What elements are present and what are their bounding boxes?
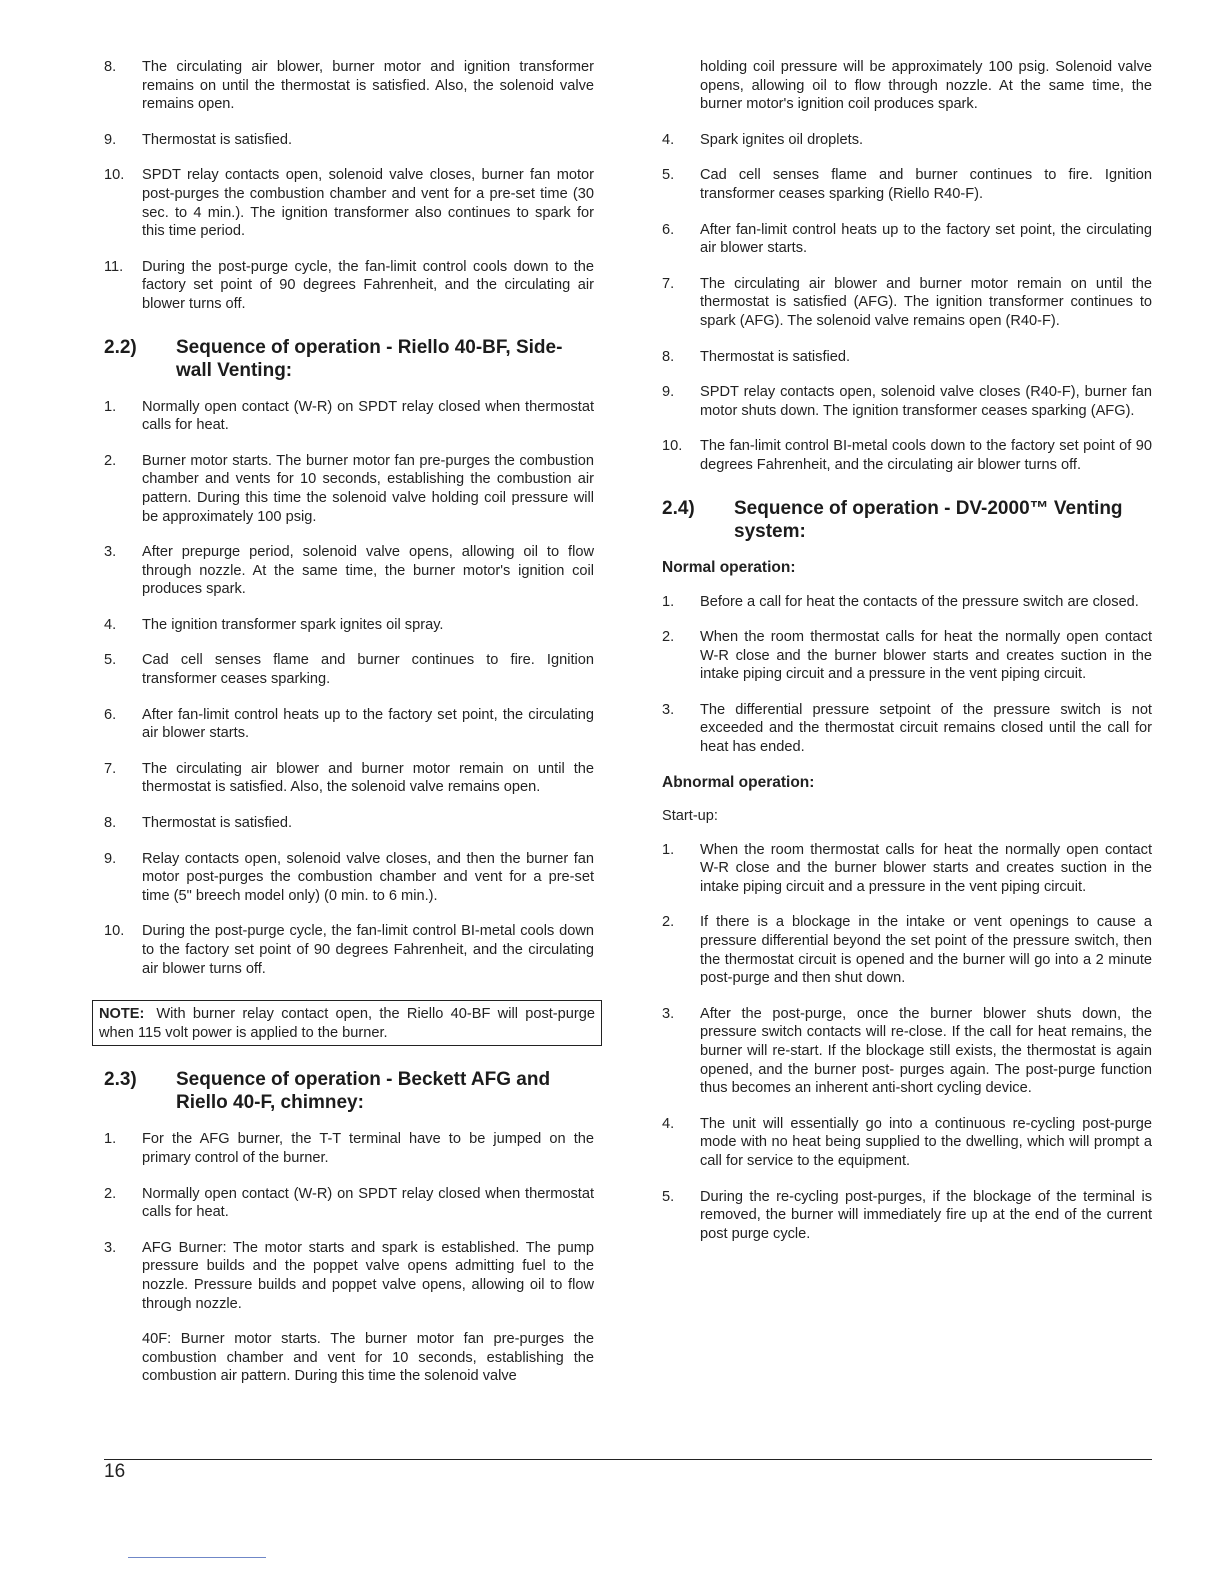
list-item-number: 4. (104, 616, 117, 633)
list-item-number: 5. (662, 1188, 675, 1205)
list-item (104, 166, 594, 240)
list-item (104, 1239, 594, 1313)
list-item (104, 1185, 594, 1222)
list-item (662, 131, 1152, 150)
list-item (104, 452, 594, 526)
list-item-text: Before a call for heat the contacts of the pressure switch are closed. (700, 593, 1139, 610)
list-item (662, 348, 1152, 367)
list-item (662, 437, 1152, 474)
list-item-text: For the AFG burner, the T-T terminal have to be jumped on the primary control of the burner. (142, 1131, 594, 1166)
list-item (104, 1130, 594, 1167)
note-label: NOTE: (99, 1006, 145, 1023)
list-item-text: When the room thermostat calls for heat the normally open contact W-R close and the burner blower starts and creates suction in the intake piping circuit and a pressure in the vent piping circuit. (700, 841, 1152, 895)
list-item-number: 1. (662, 841, 675, 858)
list-item-block (662, 593, 1152, 757)
list-item-text: SPDT relay contacts open, solenoid valve closes, burner fan motor post-purges the combustion chamber and vent for a pre-set time (30 sec. to 4 min.). The ignition transformer also continues to spark for this time period. (142, 167, 594, 240)
list-item (662, 275, 1152, 331)
list-item-text: Cad cell senses flame and burner continues to fire. Ignition transformer ceases sparking. (142, 652, 594, 688)
list-item-number: 2. (104, 452, 117, 469)
list-item-block (104, 58, 594, 314)
list-item-number: 3. (662, 701, 675, 718)
list-item-number: 4. (662, 1115, 675, 1132)
list-item-number: 10. (104, 167, 125, 184)
list-item-text: Spark ignites oil droplets. (700, 131, 864, 148)
list-item-number: 2. (104, 1185, 117, 1202)
note-box (92, 1000, 602, 1046)
list-item-number: 7. (104, 760, 117, 777)
list-item-text: Thermostat is satisfied. (142, 815, 293, 832)
startup-label: Start-up: (662, 807, 718, 824)
abnormal-operation-heading: Abnormal operation: (662, 773, 815, 791)
list-item-text: Thermostat is satisfied. (142, 131, 293, 148)
right-column (662, 58, 1152, 1260)
section-heading-2-4: 2.4) Sequence of operation - DV-2000™ Venting system: (662, 497, 1123, 542)
list-item (104, 760, 594, 797)
list-item-block (104, 1130, 594, 1313)
list-item (662, 1005, 1152, 1098)
list-item (104, 131, 594, 150)
list-item (104, 850, 594, 906)
note-text: With burner relay contact open, the Riello 40-BF will post-purge when 115 volt power is applied to the burner. (99, 1006, 595, 1041)
page-number: 16 (104, 1461, 126, 1482)
list-item (104, 616, 594, 635)
list-item-block (662, 841, 1152, 1244)
section-heading-2-3: 2.3) Sequence of operation - Beckett AFG and Riello 40-F, chimney: (104, 1069, 551, 1114)
list-item-text: After prepurge period, solenoid valve opens, allowing oil to flow through nozzle. At the same time, the burner motor's ignition coil produces spark. (142, 544, 594, 598)
list-item (662, 1188, 1152, 1244)
paragraph-continuation: 40F: Burner motor starts. The burner motor fan pre-purges the combustion chamber and vent for 10 seconds, establishing the combustion air pattern. During this time the solenoid valve (142, 1331, 594, 1385)
list-item-number: 8. (662, 348, 675, 365)
list-item-number: 8. (104, 815, 117, 832)
left-column (99, 58, 595, 1403)
list-item-number: 8. (104, 59, 117, 75)
paragraph-continuation: holding coil pressure will be approximately 100 psig. Solenoid valve opens, allowing oil to flow through nozzle. At the same time, the burner motor's ignition coil produces spark. (700, 59, 1152, 113)
list-item-number: 3. (104, 1239, 117, 1256)
list-item-text: The differential pressure setpoint of the pressure switch is not exceeded and the thermostat circuit remains closed until the call for heat has ended. (700, 701, 1152, 756)
list-item (662, 593, 1152, 612)
list-item-number: 9. (104, 850, 117, 867)
list-item-number: 1. (104, 398, 117, 415)
list-item (662, 1115, 1152, 1171)
list-item (104, 543, 594, 599)
list-item-text: The circulating air blower and burner motor remain on until the thermostat is satisfied (AFG). The ignition transformer continues to spark (AFG). The solenoid valve remains open (R40-F). (700, 275, 1152, 329)
list-item-text: Normally open contact (W-R) on SPDT relay closed when thermostat calls for heat. (142, 398, 594, 434)
link-underline (128, 1557, 266, 1558)
footer-rule (104, 1459, 1152, 1460)
list-item-text: When the room thermostat calls for heat the normally open contact W-R close and the burner blower starts and creates suction in the intake piping circuit and a pressure in the vent piping circuit. (700, 629, 1152, 683)
list-item (662, 628, 1152, 684)
list-item-text: Cad cell senses flame and burner continues to fire. Ignition transformer ceases sparking (Riello R40-F). (700, 167, 1152, 202)
list-item (662, 166, 1152, 203)
list-item-number: 10. (104, 923, 125, 940)
list-item-number: 9. (104, 131, 117, 148)
list-item-number: 6. (104, 706, 117, 723)
list-item-text: During the post-purge cycle, the fan-limit control BI-metal cools down to the factory set point of 90 degrees Fahrenheit, and the circulating air blower turns off. (142, 923, 594, 977)
list-item-number: 2. (662, 629, 675, 646)
list-item-text: Normally open contact (W-R) on SPDT relay closed when thermostat calls for heat. (142, 1185, 594, 1221)
list-item (662, 841, 1152, 897)
list-item-text: Thermostat is satisfied. (700, 348, 851, 365)
list-item (104, 58, 594, 114)
list-item-number: 10. (662, 438, 683, 455)
list-item (104, 922, 594, 978)
list-item-text: The fan-limit control BI-metal cools down to the factory set point of 90 degrees Fahrenheit, and the circulating air blower turns off. (700, 438, 1152, 473)
list-item (662, 221, 1152, 258)
list-item (104, 651, 594, 688)
list-item-text: The circulating air blower, burner motor and ignition transformer remains on until the thermostat is satisfied. Also, the solenoid valve remains open. (142, 59, 594, 113)
list-item-text: The ignition transformer spark ignites oil spray. (142, 616, 444, 633)
list-item-number: 7. (662, 275, 675, 292)
list-item-number: 3. (104, 544, 117, 561)
list-item-number: 4. (662, 131, 675, 148)
list-item-number: 5. (662, 167, 675, 184)
list-item-number: 6. (662, 221, 675, 238)
list-item (104, 706, 594, 743)
list-item (662, 701, 1152, 757)
list-item-number: 1. (662, 593, 675, 610)
list-item-text: During the post-purge cycle, the fan-limit control cools down to the factory set point of 90 degrees Fahrenheit, and the circulating air blower turns off. (142, 258, 594, 312)
list-item (104, 398, 594, 435)
list-item-text: The unit will essentially go into a continuous re-cycling post-purge mode with no heat being supplied to the dwelling, which will prompt a call for service to the equipment. (700, 1115, 1152, 1169)
list-item-text: Relay contacts open, solenoid valve closes, and then the burner fan motor post-purges the combustion chamber and vent for a pre-set time (5" breech model only) (0 min. to 6 min.). (142, 850, 594, 904)
list-item-text: SPDT relay contacts open, solenoid valve closes (R40-F), burner fan motor shuts down. The ignition transformer ceases sparking (AFG). (700, 384, 1152, 419)
list-item-number: 9. (662, 384, 675, 401)
list-item-number: 5. (104, 652, 117, 669)
list-item-number: 3. (662, 1005, 675, 1022)
list-item (662, 383, 1152, 420)
section-heading-2-2: 2.2) Sequence of operation - Riello 40-BF, Side-wall Venting: (104, 336, 563, 381)
list-item-number: 1. (104, 1131, 117, 1148)
list-item-number: 2. (662, 914, 675, 931)
list-item-text: After fan-limit control heats up to the factory set point, the circulating air blower starts. (700, 221, 1152, 257)
list-item-text: AFG Burner: The motor starts and spark is established. The pump pressure builds and the poppet valve opens admitting fuel to the nozzle. Pressure builds and poppet valve opens, allowing oil to flow through nozzle. (142, 1239, 594, 1312)
list-item (662, 913, 1152, 987)
list-item (104, 258, 594, 314)
list-item (104, 814, 594, 833)
list-item-block (104, 398, 594, 979)
list-item-text: The circulating air blower and burner motor remain on until the thermostat is satisfied. Also, the solenoid valve remains open. (142, 760, 594, 796)
list-item-number: 11. (104, 258, 124, 275)
list-item-text: If there is a blockage in the intake or vent openings to cause a pressure differential beyond the set point of the pressure switch, then the thermostat circuit is opened and the burner will go into a 2 minute post-purge and then shut down. (700, 914, 1152, 987)
list-item-text: During the re-cycling post-purges, if the blockage of the terminal is removed, the burner will immediately fire up at the end of the current post purge cycle. (700, 1188, 1152, 1242)
list-item-text: After the post-purge, once the burner blower shuts down, the pressure switch contacts will re-close. If the call for heat remains, the burner will re-start. If the blockage still exists, the thermostat is again opened, and the burner post- purges again. The post-purge function thus becomes an inherent anti-short cycling device. (700, 1005, 1152, 1097)
normal-operation-heading: Normal operation: (662, 558, 796, 576)
list-item-text: Burner motor starts. The burner motor fan pre-purges the combustion chamber and vents for 10 seconds, establishing the combustion air pattern. During this time the solenoid valve holding coil pressure will be approximately 100 psig. (142, 452, 594, 525)
list-item-block (662, 131, 1152, 475)
list-item-text: After fan-limit control heats up to the factory set point, the circulating air blower starts. (142, 706, 594, 742)
